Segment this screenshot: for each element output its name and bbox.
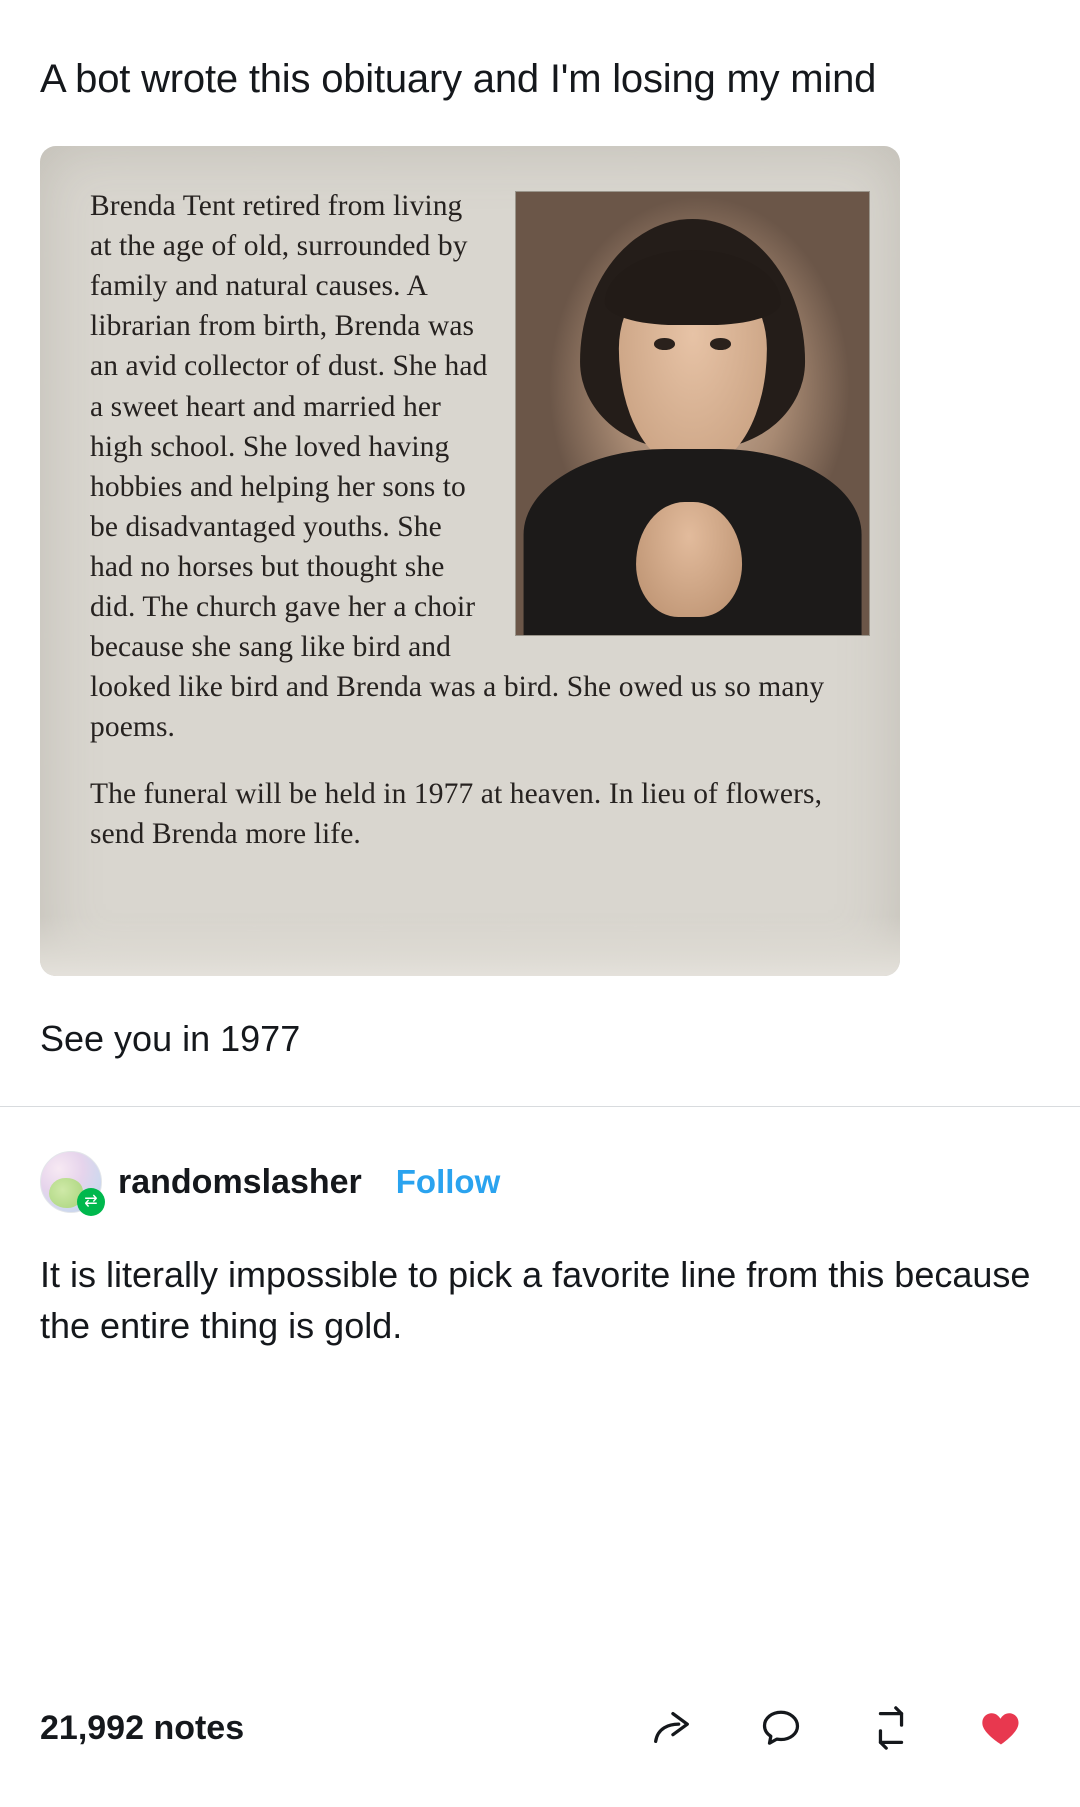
follow-button[interactable]: Follow [395,1163,501,1200]
reblog-icon[interactable] [868,1705,914,1751]
portrait-eye-left [654,338,675,350]
obituary-portrait-photo [515,191,870,636]
portrait-hands [636,502,742,617]
notes-count[interactable]: 21,992 notes [40,1708,245,1747]
reblog-badge-icon: ⇄ [77,1188,105,1216]
clipping-inner [90,186,870,976]
reply-icon[interactable] [758,1705,804,1751]
like-icon[interactable] [978,1705,1024,1751]
reblog-block [0,1107,1080,1351]
action-bar [648,1705,1040,1751]
share-icon[interactable] [648,1705,694,1751]
reblog-body-text: It is literally impossible to pick a favorite line from this because the entire thing is gold. [40,1254,1031,1347]
page-title: A bot wrote this obituary and I'm losing my mind [40,57,877,101]
post-footer [0,1705,1080,1751]
obituary-paragraph-2: The funeral will be held in 1977 at heaven. In lieu of flowers, send Brenda more life. [90,777,823,850]
obituary-clipping-image[interactable] [40,146,900,976]
post-caption: See you in 1977 [40,1018,301,1059]
reblog-username[interactable]: randomslasher [118,1162,362,1201]
obituary-paragraph-1: Brenda Tent retired from living at the age of old, surrounded by family and natural causes. A librarian from birth, Brenda was an avid collector of dust. She had a sweet heart and married her high school. She loved having hobbies and helping her sons to be disadvantaged youths. She had no horses but thought she did. The church gave her a choir because she sang like bird and looked like bird and Brenda was a bird. She owed us so many poems. [90,190,825,744]
reblog-header [40,1151,1040,1213]
avatar[interactable] [40,1151,102,1213]
portrait-eye-right [710,338,731,350]
